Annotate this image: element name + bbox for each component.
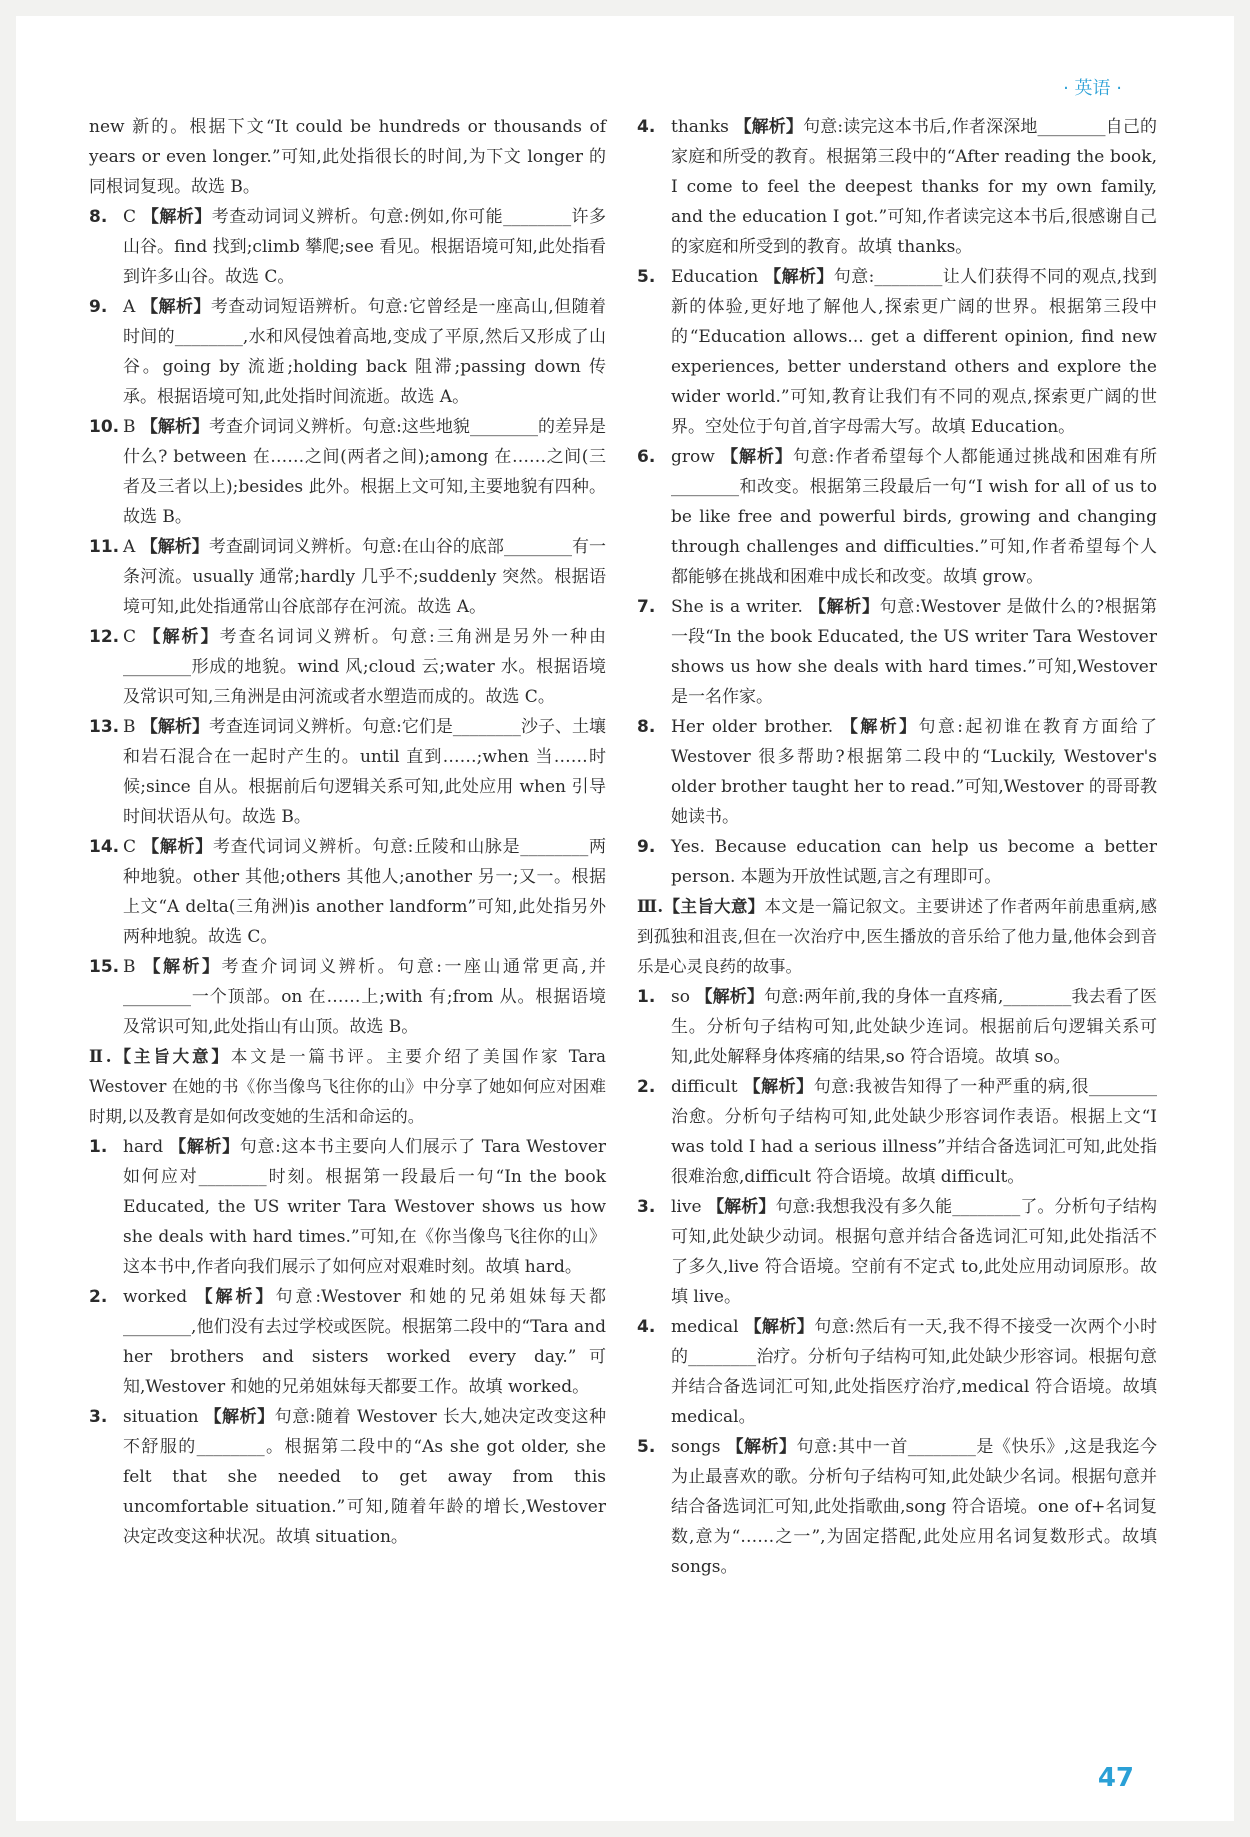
item-number: 6. <box>637 447 656 467</box>
analysis-tag: 【解析】 <box>140 717 209 737</box>
right-column <box>637 112 1157 1582</box>
item-number: 8. <box>89 207 108 227</box>
item-answer: Education <box>671 267 759 287</box>
item-answer: songs <box>671 1437 721 1457</box>
item-answer: C <box>123 207 137 227</box>
item-answer: She is a writer. <box>671 597 803 617</box>
item-answer: B <box>123 717 136 737</box>
item-explanation: 句意:读完这本书后,作者深深地________自己的家庭和所受的教育。根据第三段中的“After reading the book, I come to feel the deepest thanks for my own family, and the education I got.”可知,作者读完这本书后,很感谢自己的家庭和所受到的教育。故填 thanks。 <box>671 117 1157 257</box>
answer-item <box>637 262 1157 442</box>
analysis-tag: 【解析】 <box>764 267 834 287</box>
item-answer: hard <box>123 1137 164 1157</box>
answer-item <box>89 292 606 412</box>
item-number: 1. <box>89 1137 108 1157</box>
item-answer: worked <box>123 1287 188 1307</box>
analysis-tag: 【解析】 <box>142 837 213 857</box>
subject-header: · 英语 · <box>1063 78 1122 99</box>
item-answer: B <box>123 957 136 977</box>
item-answer: medical <box>671 1317 739 1337</box>
item-explanation: 句意:我被告知得了一种严重的病,很________治愈。分析句子结构可知,此处缺少形容词作表语。根据上文“I was told I had a serious illness”并结合备选词汇可知,此处指很难治愈,difficult 符合语境。故填 difficult。 <box>671 1077 1158 1187</box>
item-number: 7. <box>637 597 656 617</box>
item-explanation: 句意:作者希望每个人都能通过挑战和困难有所________和改变。根据第三段最后一句“I wish for all of us to be like free and powerful birds, growing and changing through challenges and difficulties.”可知,作者希望每个人都能够在挑战和困难中成长和改变。故填 grow。 <box>671 447 1158 587</box>
item-explanation: 句意:我想我没有多久能________了。分析句子结构可知,此处缺少动词。根据句意并结合备选词汇可知,此处指活不了多久,live 符合语境。空前有不定式 to,此处应用动词原形。故填 live。 <box>671 1197 1158 1307</box>
item-explanation: 考查介词词义辨析。句意:这些地貌________的差异是什么? between 在……之间(两者之间);among 在……之间(三者及三者以上);besides 此外。根据上文可知,主要地貌有四种。故选 B。 <box>123 417 606 527</box>
item-explanation: 考查名词词义辨析。句意:三角洲是另外一种由________形成的地貌。wind 风;cloud 云;water 水。根据语境及常识可知,三角洲是由河流或者水塑造而成的。故选 C。 <box>123 627 607 707</box>
page-number: 47 <box>1097 1763 1134 1793</box>
analysis-tag: 【解析】 <box>140 537 209 557</box>
analysis-tag: 【解析】 <box>695 987 764 1007</box>
item-number: 9. <box>89 297 108 317</box>
answer-item <box>89 1402 606 1552</box>
item-explanation: 考查介词词义辨析。句意:一座山通常更高,并________一个顶部。on 在……上;with 有;from 从。根据语境及常识可知,此处指山有山顶。故选 B。 <box>123 957 607 1037</box>
item-explanation: 句意:Westover 和她的兄弟姐妹每天都________,他们没有去过学校或医院。根据第二段中的“Tara and her brothers and sisters worked every day.”可知,Westover 和她的兄弟姐妹每天都要工作。故填 worked。 <box>123 1287 607 1397</box>
item-answer: grow <box>671 447 715 467</box>
answer-item <box>89 622 606 712</box>
answer-item <box>637 1192 1157 1312</box>
item-explanation: 考查代词词义辨析。句意:丘陵和山脉是________两种地貌。other 其他;others 其他人;another 另一;又一。根据上文“A delta(三角洲)is another landform”可知,此处指另外两种地貌。故选 C。 <box>123 837 606 947</box>
answer-item <box>89 1132 606 1282</box>
item-explanation: 句意:两年前,我的身体一直疼痛,________我去看了医生。分析句子结构可知,此处缺少连词。根据前后句逻辑关系可知,此处解释身体疼痛的结果,so 符合语境。故填 so。 <box>671 987 1157 1067</box>
section-text: 本文是一篇记叙文。主要讲述了作者两年前患重病,感到孤独和沮丧,但在一次治疗中,医生播放的音乐给了他力量,他体会到音乐是心灵良药的故事。 <box>637 897 1157 976</box>
answer-item <box>637 1432 1157 1582</box>
analysis-tag: 【解析】 <box>143 957 222 977</box>
item-answer: difficult <box>671 1077 738 1097</box>
item-number: 3. <box>89 1407 108 1427</box>
item-number: 9. <box>637 837 656 857</box>
item-explanation: 句意:随着 Westover 长大,她决定改变这种不舒服的________。根据第二段中的“As she got older, she felt that she needed to get away from this uncomfortable situation.”可知,随着年龄的增长,Westover 决定改变这种状况。故填 situation。 <box>123 1407 607 1547</box>
item-answer: thanks <box>671 117 729 137</box>
item-answer: Her older brother. <box>671 717 834 737</box>
analysis-tag: 【解析】 <box>707 1197 776 1217</box>
answer-item <box>637 1312 1157 1432</box>
item-answer: live <box>671 1197 702 1217</box>
answer-item <box>89 532 606 622</box>
item-answer: C <box>123 837 137 857</box>
section-3-summary <box>637 892 1157 982</box>
analysis-tag: 【解析】 <box>169 1137 240 1157</box>
item-number: 15. <box>89 957 120 977</box>
section-2-summary <box>89 1042 606 1132</box>
item-number: 14. <box>89 837 120 857</box>
section-mark: Ⅲ.【主旨大意】 <box>637 897 765 916</box>
item-number: 2. <box>89 1287 108 1307</box>
item-answer: C <box>123 627 137 647</box>
item-answer: A <box>123 297 136 317</box>
analysis-tag: 【解析】 <box>141 297 211 317</box>
answer-item <box>637 1072 1157 1192</box>
item-number: 13. <box>89 717 120 737</box>
continued-answer: new 新的。根据下文“It could be hundreds or thousands of years or even longer.”可知,此处指很长的时间,为下文 longer 的同根词复现。故选 B。 <box>89 117 606 197</box>
answer-item <box>637 592 1157 712</box>
analysis-tag: 【解析】 <box>726 1437 797 1457</box>
analysis-tag: 【解析】 <box>143 627 220 647</box>
analysis-tag: 【解析】 <box>195 1287 276 1307</box>
item-answer: A <box>123 537 136 557</box>
item-explanation: 考查动词词义辨析。句意:例如,你可能________许多山谷。find 找到;climb 攀爬;see 看见。根据语境可知,此处指看到许多山谷。故选 C。 <box>123 207 607 287</box>
item-number: 3. <box>637 1197 656 1217</box>
item-number: 8. <box>637 717 656 737</box>
analysis-tag: 【解析】 <box>140 417 209 437</box>
item-number: 11. <box>89 537 120 557</box>
answer-item <box>89 952 606 1042</box>
item-explanation: 句意:起初谁在教育方面给了 Westover 很多帮助?根据第二段中的“Luckily, Westover's older brother taught her to read.”可知,Westover 的哥哥教她读书。 <box>671 717 1158 827</box>
answer-item <box>89 202 606 292</box>
answer-item <box>89 712 606 832</box>
item-number: 4. <box>637 1317 656 1337</box>
item-number: 2. <box>637 1077 656 1097</box>
item-explanation: 考查动词短语辨析。句意:它曾经是一座高山,但随着时间的________,水和风侵蚀着高地,变成了平原,然后又形成了山谷。going by 流逝;holding back 阻滞;passing down 传承。根据语境可知,此处指时间流逝。故选 A。 <box>123 297 607 407</box>
item-explanation: 考查连词词义辨析。句意:它们是________沙子、土壤和岩石混合在一起时产生的。until 直到……;when 当……时候;since 自从。根据前后句逻辑关系可知,此处应用 when 引导时间状语从句。故选 B。 <box>123 717 606 827</box>
item-answer: B <box>123 417 136 437</box>
analysis-tag: 【解析】 <box>744 1317 815 1337</box>
item-explanation: 考查副词词义辨析。句意:在山谷的底部________有一条河流。usually 通常;hardly 几乎不;suddenly 突然。根据语境可知,此处指通常山谷底部存在河流。故选 A。 <box>123 537 607 617</box>
answer-page <box>16 16 1234 1821</box>
item-explanation: 本题为开放性试题,言之有理即可。 <box>740 867 1002 887</box>
left-column <box>89 112 606 1552</box>
answer-item <box>637 832 1157 892</box>
item-answer: situation <box>123 1407 199 1427</box>
analysis-tag: 【解析】 <box>840 717 919 737</box>
item-number: 5. <box>637 267 656 287</box>
answer-item <box>637 442 1157 592</box>
item-explanation: 句意:________让人们获得不同的观点,找到新的体验,更好地了解他人,探索更广阔的世界。根据第三段中的“Education allows... get a different opinion, find new experiences, better understand others and explore the wider world.”可知,教育让我们有不同的观点,探索更广阔的世界。空处位于句首,首字母需大写。故填 Education。 <box>671 267 1157 437</box>
answer-item <box>89 1282 606 1402</box>
analysis-tag: 【解析】 <box>734 117 804 137</box>
analysis-tag: 【解析】 <box>721 447 793 467</box>
item-explanation: 句意:Westover 是做什么的?根据第一段“In the book Educated, the US writer Tara Westover shows us how she deals with hard times.”可知,Westover 是一名作家。 <box>671 597 1157 707</box>
item-answer: so <box>671 987 690 1007</box>
answer-item <box>89 412 606 532</box>
answer-item <box>637 982 1157 1072</box>
analysis-tag: 【解析】 <box>141 207 212 227</box>
item-explanation: 句意:其中一首________是《快乐》,这是我迄今为止最喜欢的歌。分析句子结构可知,此处缺少名词。根据句意并结合备选词汇可知,此处指歌曲,song 符合语境。one of+名词复数,意为“……之一”,为固定搭配,此处应用名词复数形式。故填 songs。 <box>671 1437 1158 1577</box>
item-number: 5. <box>637 1437 656 1457</box>
item-number: 1. <box>637 987 656 1007</box>
item-number: 12. <box>89 627 120 647</box>
analysis-tag: 【解析】 <box>808 597 880 617</box>
item-number: 4. <box>637 117 656 137</box>
item-explanation: 句意:然后有一天,我不得不接受一次两个小时的________治疗。分析句子结构可知,此处缺少形容词。根据句意并结合备选词汇可知,此处指医疗治疗,medical 符合语境。故填 medical。 <box>671 1317 1158 1427</box>
item-answer: Yes. Because education can help us become a better person. <box>671 837 1157 887</box>
item-number: 10. <box>89 417 120 437</box>
section-mark: Ⅱ.【主旨大意】 <box>89 1047 231 1066</box>
answer-item <box>89 832 606 952</box>
analysis-tag: 【解析】 <box>743 1077 814 1097</box>
section-text: 本文是一篇书评。主要介绍了美国作家 Tara Westover 在她的书《你当像鸟飞往你的山》中分享了她如何应对困难时期,以及教育是如何改变她的生活和命运的。 <box>89 1047 606 1126</box>
answer-item <box>637 712 1157 832</box>
answer-item <box>637 112 1157 262</box>
item-explanation: 句意:这本书主要向人们展示了 Tara Westover 如何应对________时刻。根据第一段最后一句“In the book Educated, the US writer Tara Westover shows us how she deals with hard times.”可知,在《你当像鸟飞往你的山》这本书中,作者向我们展示了如何应对艰难时刻。故填 hard。 <box>123 1137 607 1277</box>
analysis-tag: 【解析】 <box>204 1407 275 1427</box>
